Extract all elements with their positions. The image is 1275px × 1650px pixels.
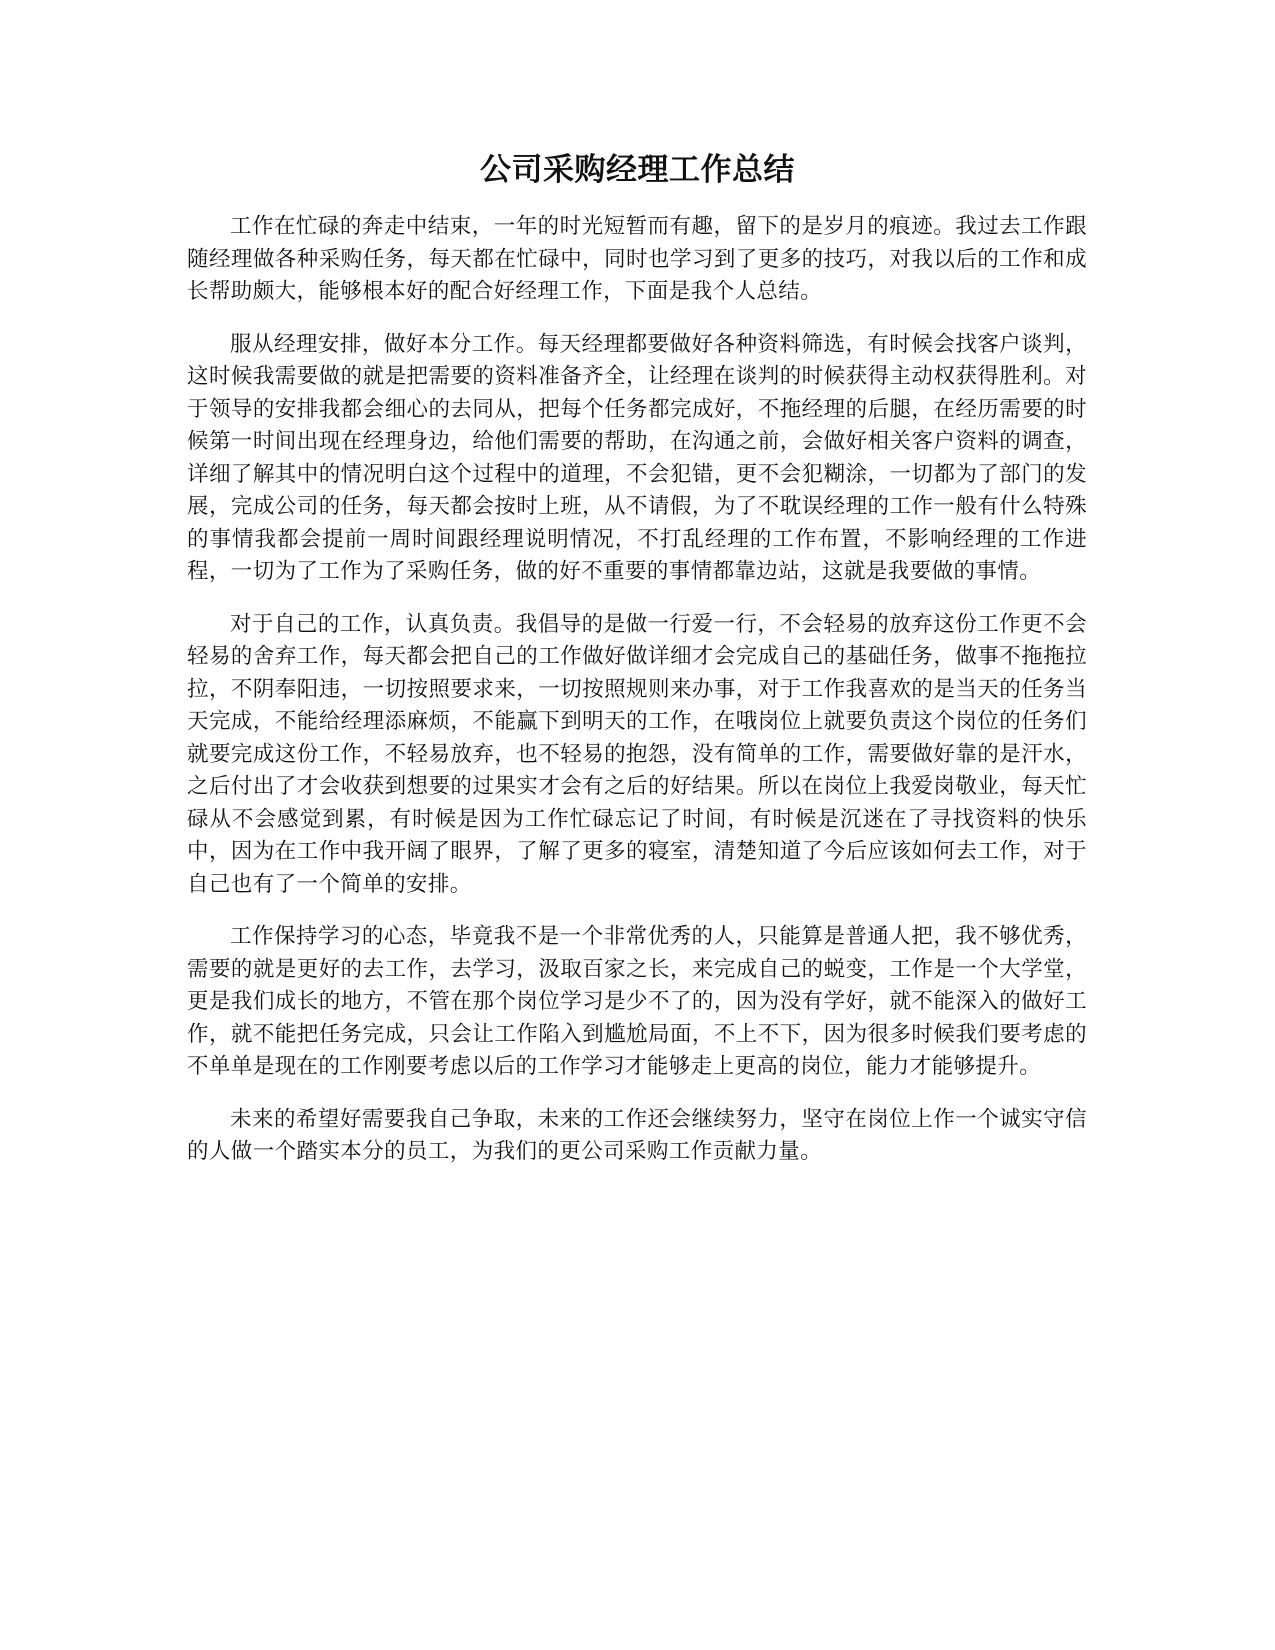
paragraph-4: 工作保持学习的心态，毕竟我不是一个非常优秀的人，只能算是普通人把，我不够优秀，需要的就是更好的去工作，去学习，汲取百家之长，来完成自己的蜕变，工作是一个大学堂，更是我们成长的地方，不管在那个岗位学习是少不了的，因为没有学好，就不能深入的做好工作，就不能把任务完成，只会让工作陷入到尴尬局面，不上不下，因为很多时候我们要考虑的不单单是现在的工作刚要考虑以后的工作学习才能够走上更高的岗位，能力才能够提升。 [187, 924, 1087, 1079]
paragraph-1: 工作在忙碌的奔走中结束，一年的时光短暂而有趣，留下的是岁月的痕迹。我过去工作跟随经理做各种采购任务，每天都在忙碌中，同时也学习到了更多的技巧，对我以后的工作和成长帮助颇大，能够根本好的配合好经理工作，下面是我个人总结。 [187, 214, 1087, 304]
document-body [187, 211, 1087, 1189]
paragraph-5: 未来的希望好需要我自己争取，未来的工作还会继续努力，坚守在岗位上作一个诚实守信的人做一个踏实本分的员工，为我们的更公司采购工作贡献力量。 [187, 1106, 1087, 1164]
document-title: 公司采购经理工作总结 [480, 152, 795, 188]
paragraph-2: 服从经理安排，做好本分工作。每天经理都要做好各种资料筛选，有时候会找客户谈判，这时候我需要做的就是把需要的资料准备齐全，让经理在谈判的时候获得主动权获得胜利。对于领导的安排我都会细心的去同从，把每个任务都完成好，不拖经理的后腿，在经历需要的时候第一时间出现在经理身边，给他们需要的帮助，在沟通之前，会做好相关客户资料的调查，详细了解其中的情况明白这个过程中的道理，不会犯错，更不会犯糊涂，一切都为了部门的发展，完成公司的任务，每天都会按时上班，从不请假，为了不耽误经理的工作一般有什么特殊的事情我都会提前一周时间跟经理说明情况，不打乱经理的工作布置，不影响经理的工作进程，一切为了工作为了采购任务，做的好不重要的事情都靠边站，这就是我要做的事情。 [187, 331, 1087, 584]
paragraph-3: 对于自己的工作，认真负责。我倡导的是做一行爱一行，不会轻易的放弃这份工作更不会轻易的舍弃工作，每天都会把自己的工作做好做详细才会完成自己的基础任务，做事不拖拖拉拉，不阴奉阳违，一切按照要求来，一切按照规则来办事，对于工作我喜欢的是当天的任务当天完成，不能给经理添麻烦，不能赢下到明天的工作，在哦岗位上就要负责这个岗位的任务们就要完成这份工作，不轻易放弃，也不轻易的抱怨，没有简单的工作，需要做好靠的是汗水，之后付出了才会收获到想要的过果实才会有之后的好结果。所以在岗位上我爱岗敬业，每天忙碌从不会感觉到累，有时候是因为工作忙碌忘记了时间，有时候是沉迷在了寻找资料的快乐中，因为在工作中我开阔了眼界，了解了更多的寝室，清楚知道了今后应该如何去工作，对于自己也有了一个简单的安排。 [187, 611, 1087, 897]
